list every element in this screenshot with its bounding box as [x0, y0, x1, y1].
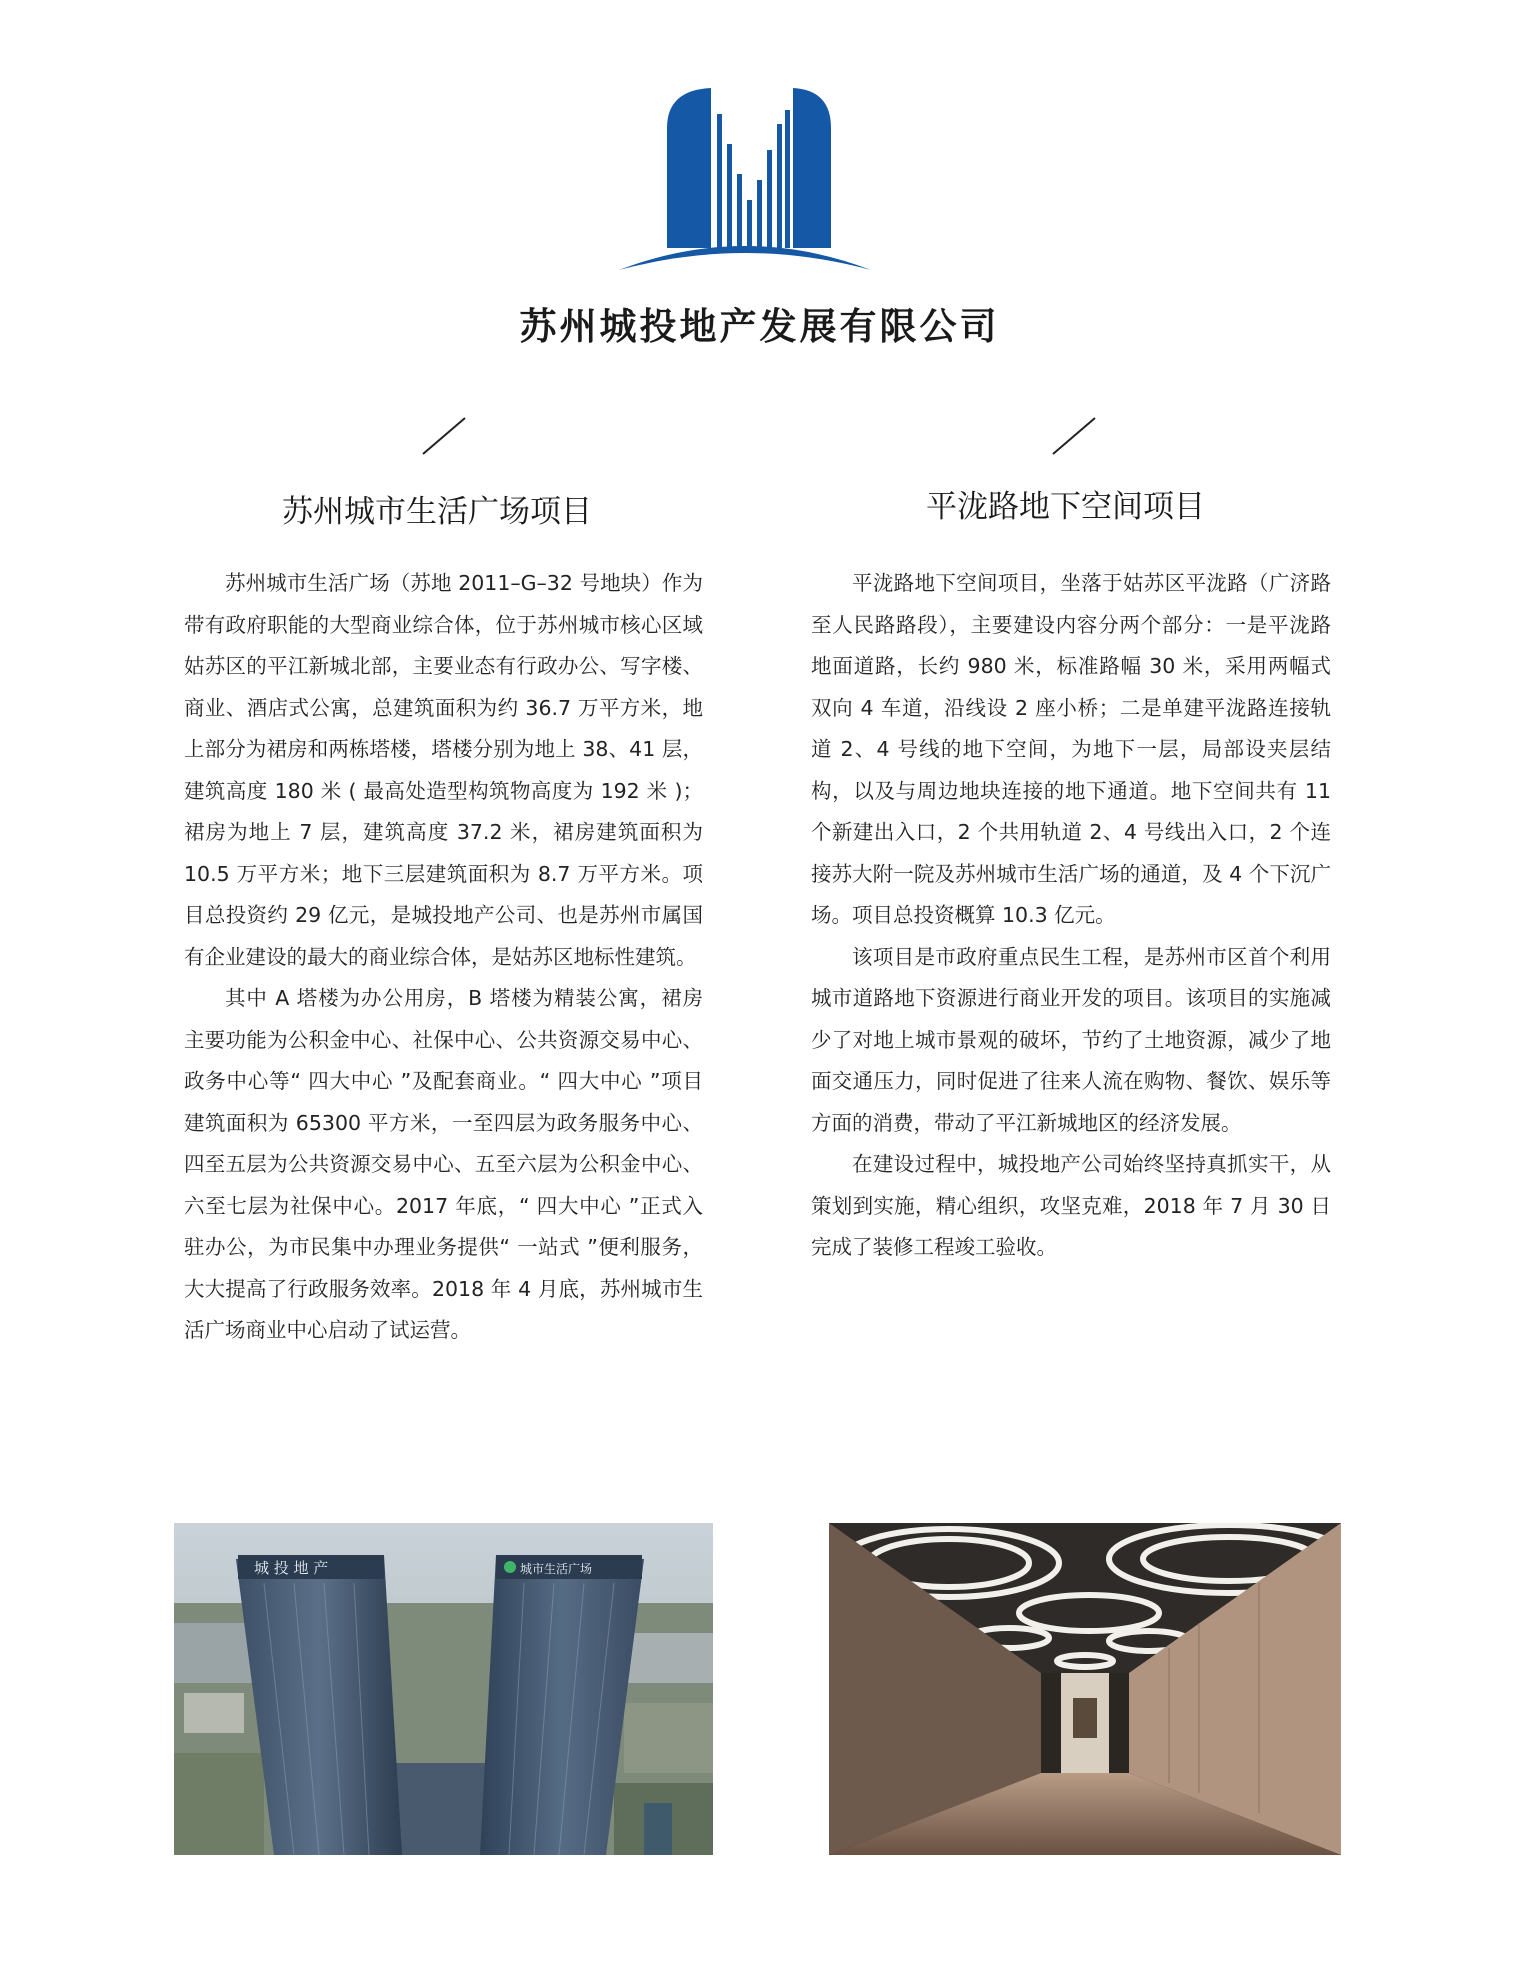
right-body: [811, 563, 1331, 1269]
left-paragraph-2: 其中 A 塔楼为办公用房，B 塔楼为精装公寓，裙房主要功能为公积金中心、社保中心、公共资源交易中心、政务中心等“ 四大中心 ”及配套商业。“ 四大中心 ”项目建筑面积为 65300 平方米，一至四层为政务服务中心、四至五层为公共资源交易中心、五至六层为公积金中心、六至七层为社保中心。2017 年底，“ 四大中心 ”正式入驻办公，为市民集中办理业务提供“ 一站式 ”便利服务，大大提高了行政服务效率。2018 年 4 月底，苏州城市生活广场商业中心启动了试运营。: [184, 986, 703, 1342]
slash-divider: [1051, 416, 1097, 456]
towers-photo: [174, 1523, 713, 1855]
company-name: 苏州城投地产发展有限公司: [519, 305, 1000, 348]
left-body: [184, 563, 703, 1352]
tower-a-sign: 城 投 地 产: [254, 1559, 329, 1577]
left-paragraph-1: 苏州城市生活广场（苏地 2011–G–32 号地块）作为带有政府职能的大型商业综合体，位于苏州城市核心区域姑苏区的平江新城北部，主要业态有行政办公、写字楼、商业、酒店式公寓，总建筑面积为约 36.7 万平方米，地上部分为裙房和两栋塔楼，塔楼分别为地上 38、41 层，建筑高度 180 米 ( 最高处造型构筑物高度为 192 米 )；裙房为地上 7 层，建筑高度 37.2 米，裙房建筑面积为 10.5 万平方米；地下三层建筑面积为 8.7 万平方米。项目总投资约 29 亿元，是城投地产公司、也是苏州市属国有企业建设的最大的商业综合体，是姑苏区地标性建筑。: [184, 571, 703, 969]
right-paragraph-1: 平泷路地下空间项目，坐落于姑苏区平泷路（广济路至人民路路段），主要建设内容分两个部分：一是平泷路地面道路，长约 980 米，标准路幅 30 米，采用两幅式双向 4 车道，沿线设 2 座小桥；二是单建平泷路连接轨道 2、4 号线的地下空间，为地下一层，局部设夹层结构，以及与周边地块连接的地下通道。地下空间共有 11 个新建出入口，2 个共用轨道 2、4 号线出入口，2 个连接苏大附一院及苏州城市生活广场的通道，及 4 个下沉广场。项目总投资概算 10.3 亿元。: [811, 571, 1331, 927]
slash-divider: [421, 416, 467, 456]
tower-b-sign: 城市生活广场: [520, 1562, 593, 1576]
right-paragraph-3: 在建设过程中，城投地产公司始终坚持真抓实干，从策划到实施，精心组织，攻坚克难，2018 年 7 月 30 日完成了装修工程竣工验收。: [811, 1152, 1331, 1259]
right-project-title: 平泷路地下空间项目: [926, 489, 1205, 525]
right-paragraph-2: 该项目是市政府重点民生工程，是苏州市区首个利用城市道路地下资源进行商业开发的项目。该项目的实施减少了对地上城市景观的破坏，节约了土地资源，减少了地面交通压力，同时促进了往来人流在购物、餐饮、娱乐等方面的消费，带动了平江新城地区的经济发展。: [811, 944, 1331, 1135]
left-project-title: 苏州城市生活广场项目: [282, 494, 592, 530]
company-logo: [619, 88, 871, 272]
corridor-photo: [829, 1523, 1341, 1855]
